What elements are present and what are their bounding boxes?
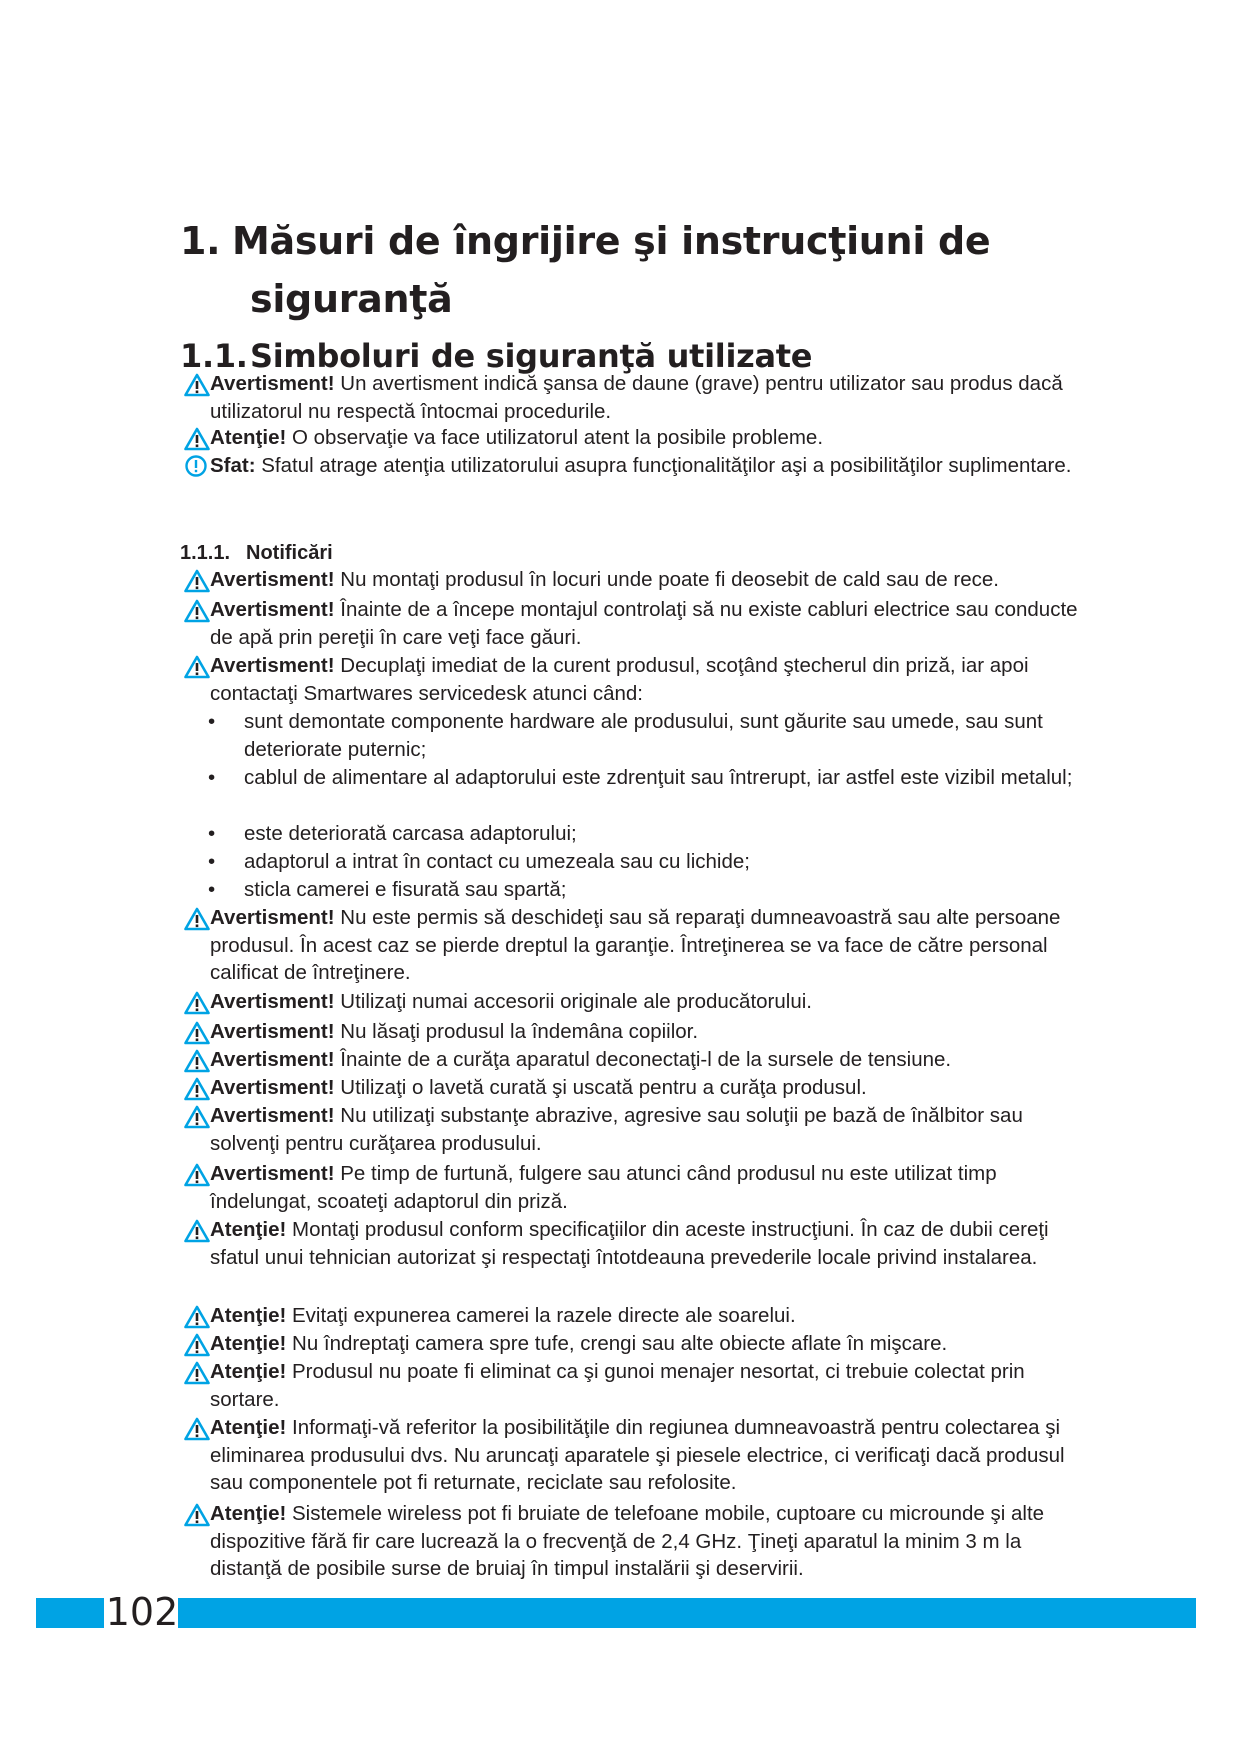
notice-label: Avertisment! [210, 598, 335, 621]
notice-text: Sistemele wireless pot fi bruiate de telefoane mobile, cuptoare cu microunde şi alte dispozitive fără fir care lucrează la o frecvenţă de 2,4 GHz. Ţineţi aparatul la minim 3 m la distanţă de posibile surse de bruiaj în timpul instalării şi deservirii. [210, 1502, 1045, 1580]
page-number: 102 [105, 1590, 179, 1634]
warning-triangle-icon [184, 1105, 210, 1129]
notice-label: Sfat: [210, 454, 256, 477]
notice-text: Un avertisment indică şansa de daune (grave) pentru utilizator sau produs dacă utilizatorul nu respectă întocmai procedurile. [210, 372, 1063, 423]
notice-item [180, 566, 1080, 594]
notice-label: Atenţie! [210, 426, 287, 449]
notice-item [180, 904, 1080, 987]
notice-item [180, 1500, 1080, 1583]
notice-label: Avertisment! [210, 372, 335, 395]
notice-label: Atenţie! [210, 1502, 287, 1525]
notice-text: Nu utilizaţi substanţe abrazive, agresive sau soluţii pe bază de înălbitor sau solvenţi pentru curăţarea produsului. [210, 1104, 1023, 1155]
chapter-title [180, 212, 1080, 328]
notice-item [180, 1330, 1080, 1358]
warning-triangle-icon [184, 1333, 210, 1357]
warning-triangle-icon [184, 1305, 210, 1329]
bullet-item [180, 848, 1080, 876]
warning-triangle-icon [184, 655, 210, 679]
notice-text: Informaţi-vă referitor la posibilităţile din regiunea dumneavoastră pentru colectarea şi eliminarea produsului dvs. Nu aruncaţi aparatele şi piesele electrice, ci verificaţi dacă produsul sau componentele pot fi returnate, reciclate sau refolosite. [210, 1416, 1065, 1494]
notice-text: Utilizaţi o lavetă curată şi uscată pentru a curăţa produsul. [334, 1076, 867, 1099]
notice-text: Nu îndreptaţi camera spre tufe, crengi sau alte obiecte aflate în mişcare. [286, 1332, 948, 1355]
symbol-attention [180, 424, 1080, 452]
warning-triangle-icon [184, 1077, 210, 1101]
notice-item [180, 1074, 1080, 1102]
notice-item [180, 1302, 1080, 1330]
bullet-dot: • [208, 822, 216, 845]
bullet-dot: • [208, 766, 216, 789]
footer-bar [36, 1598, 1196, 1628]
notice-label: Atenţie! [210, 1416, 287, 1439]
chapter-title-line1: Măsuri de îngrijire şi instrucţiuni de [232, 219, 991, 263]
notice-text: Înainte de a curăţa aparatul deconectaţi-l de la sursele de tensiune. [334, 1048, 952, 1071]
bullet-text: sticla camerei e fisurată sau spartă; [244, 878, 567, 901]
notice-text: O observaţie va face utilizatorul atent la posibile probleme. [286, 426, 824, 449]
subsection-title-text: Notificări [246, 542, 333, 564]
notice-text: Montaţi produsul conform specificaţiilor din aceste instrucţiuni. În caz de dubii cereţi sfatul unui tehnician autorizat şi respectaţi întotdeauna prevederile locale privind instalarea. [210, 1218, 1049, 1269]
notice-text: Înainte de a începe montajul controlaţi să nu existe cabluri electrice sau conducte de apă prin pereţii în care veţi face găuri. [210, 598, 1078, 649]
warning-triangle-icon [184, 1163, 210, 1187]
notice-label: Atenţie! [210, 1332, 287, 1355]
notice-text: Decuplaţi imediat de la curent produsul, scoţând ştecherul din priză, iar apoi contactaţi Smartwares servicedesk atunci când: [210, 654, 1029, 705]
warning-triangle-icon [184, 1417, 210, 1441]
notice-label: Avertisment! [210, 654, 335, 677]
warning-triangle-icon [184, 1021, 210, 1045]
bullet-text: este deteriorată carcasa adaptorului; [244, 822, 577, 845]
notice-label: Avertisment! [210, 906, 335, 929]
notice-text: Produsul nu poate fi eliminat ca şi gunoi menajer nesortat, ci trebuie colectat prin sortare. [210, 1360, 1025, 1411]
warning-triangle-icon [184, 427, 210, 451]
notice-label: Atenţie! [210, 1218, 287, 1241]
notice-item [180, 1102, 1080, 1157]
notice-item [180, 1414, 1080, 1497]
warning-triangle-icon [184, 1361, 210, 1385]
section-title-text: Simboluri de siguranţă utilizate [250, 337, 813, 375]
chapter-number: 1. [180, 219, 221, 263]
notice-text: Evitaţi expunerea camerei la razele directe ale soarelui. [286, 1304, 796, 1327]
warning-triangle-icon [184, 1219, 210, 1243]
notice-item [180, 988, 1080, 1016]
notice-item [180, 652, 1080, 707]
subsection-number: 1.1.1. [180, 542, 231, 564]
bullet-text: cablul de alimentare al adaptorului este zdrenţuit sau întrerupt, iar astfel este vizibil metalul; [244, 766, 1073, 789]
notice-text: Nu este permis să deschideţi sau să reparaţi dumneavoastră sau alte persoane produsul. În acest caz se pierde dreptul la garanţie. Întreţinerea se va face de către personal calificat de întreţinere. [210, 906, 1061, 984]
notice-label: Avertisment! [210, 1104, 335, 1127]
info-exclamation-icon [184, 455, 210, 479]
notice-label: Avertisment! [210, 1076, 335, 1099]
notice-label: Avertisment! [210, 568, 335, 591]
notice-label: Avertisment! [210, 1020, 335, 1043]
chapter-title-line2: siguranţă [250, 277, 453, 321]
notice-item [180, 596, 1080, 651]
notice-text: Nu montaţi produsul în locuri unde poate fi deosebit de cald sau de rece. [334, 568, 999, 591]
notice-item [180, 1160, 1080, 1215]
section-number: 1.1. [180, 337, 248, 375]
notice-label: Atenţie! [210, 1360, 287, 1383]
bullet-text: sunt demontate componente hardware ale produsului, sunt găurite sau umede, sau sunt deteriorate puternic; [244, 710, 1043, 761]
symbol-tip [180, 452, 1080, 480]
bullet-dot: • [208, 850, 216, 873]
notice-label: Avertisment! [210, 990, 335, 1013]
bullet-dot: • [208, 878, 216, 901]
warning-triangle-icon [184, 1503, 210, 1527]
notice-text: Sfatul atrage atenţia utilizatorului asupra funcţionalităţilor aşi a posibilităţilor suplimentare. [255, 454, 1072, 477]
notice-item [180, 1018, 1080, 1046]
bullet-dot: • [208, 710, 216, 733]
notice-label: Avertisment! [210, 1048, 335, 1071]
notice-item [180, 1358, 1080, 1413]
notice-text: Pe timp de furtună, fulgere sau atunci când produsul nu este utilizat timp îndelungat, scoateţi adaptorul din priză. [210, 1162, 997, 1213]
notice-text: Utilizaţi numai accesorii originale ale producătorului. [334, 990, 812, 1013]
symbol-warning [180, 370, 1080, 425]
bullet-item [180, 820, 1080, 848]
notice-item [180, 1046, 1080, 1074]
warning-triangle-icon [184, 907, 210, 931]
warning-triangle-icon [184, 373, 210, 397]
subsection-title [180, 540, 333, 566]
warning-triangle-icon [184, 991, 210, 1015]
bullet-item [180, 708, 1080, 763]
notice-text: Nu lăsaţi produsul la îndemâna copiilor. [334, 1020, 699, 1043]
notice-label: Avertisment! [210, 1162, 335, 1185]
bullet-item [180, 876, 1080, 904]
notice-item [180, 1216, 1080, 1271]
warning-triangle-icon [184, 1049, 210, 1073]
bullet-text: adaptorul a intrat în contact cu umezeala sau cu lichide; [244, 850, 750, 873]
notice-label: Atenţie! [210, 1304, 287, 1327]
warning-triangle-icon [184, 599, 210, 623]
bullet-item [180, 764, 1080, 792]
warning-triangle-icon [184, 569, 210, 593]
